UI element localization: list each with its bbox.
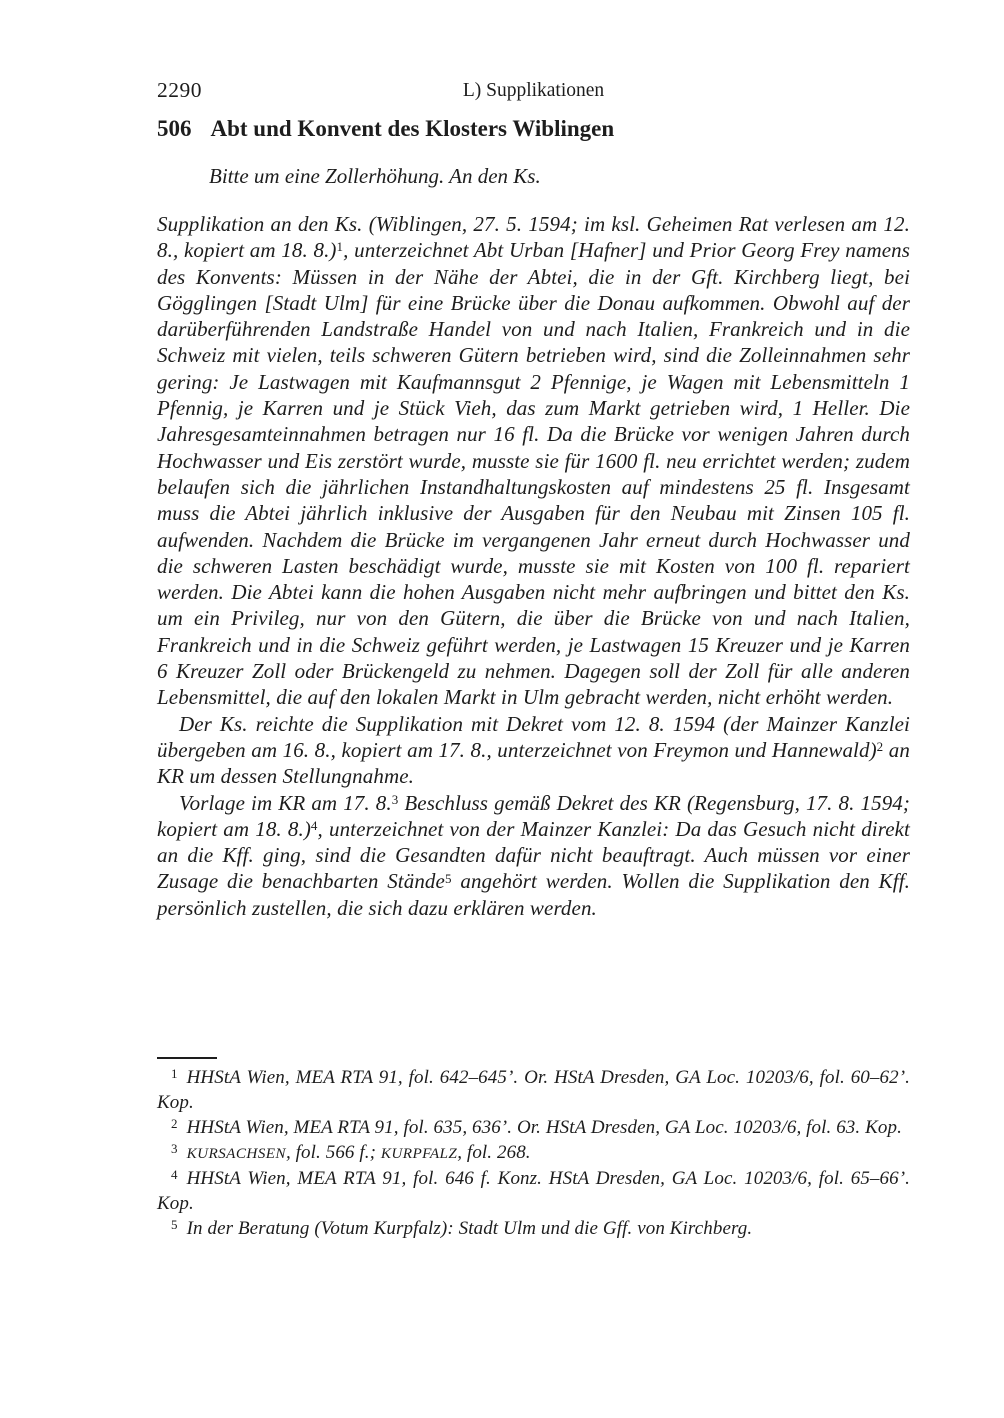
- footnote-list: [157, 1065, 910, 1241]
- entry-title: Abt und Konvent des Klosters Wiblingen: [210, 116, 615, 141]
- footnote-text: HHStA Wien, MEA RTA 91, fol. 646 f. Konz. HStA Dresden, GA Loc. 10203/6, fol. 65–66’. Kop.: [157, 1168, 910, 1214]
- footnote-ref: 1: [336, 239, 344, 255]
- footnotes-section: [157, 1057, 910, 1241]
- footnote: [157, 1140, 910, 1166]
- footnote: [157, 1065, 910, 1115]
- entry-subtitle: Bitte um eine Zollerhöhung. An den Ks.: [209, 164, 541, 188]
- running-header: [157, 78, 910, 106]
- footnote: [157, 1115, 910, 1140]
- page-number: 2290: [157, 78, 202, 102]
- footnote-text: KURSACHSEN, fol. 566 f.; KURPFALZ, fol. 268.: [186, 1142, 531, 1163]
- body-paragraph: Supplikation an den Ks. (Wiblingen, 27. 5. 1594; im ksl. Geheimen Rat verlesen am 12. 8., kopiert am 18. 8.)$^1$, unterzeichnet Abt Urban [Hafner] und Prior Georg Frey namens des Konvents: Müssen in der Nähe der Abtei, die in der Gft. Kirchberg liegt, bei Gögglingen [Stadt Ulm] für eine Brücke über die Donau aufkommen. Obwohl auf der darüberführenden Landstraße Handel von und nach Italien, Frankreich und in die Schweiz mit vielen, teils schweren Gütern betrieben wird, sind die Zolleinnahmen sehr gering: Je Lastwagen mit Kaufmannsgut 2 Pfennige, je Wagen mit Lebensmitteln 1 Pfennig, je Karren und je Stück Vieh, das zum Markt getrieben wird, 1 Heller. Die Jahresgesamteinnahmen betragen nur 16 fl. Da die Brücke vor wenigen Jahren durch Hochwasser und Eis zerstört wurde, musste sie für 1600 fl. neu errichtet werden; zudem belaufen sich die jährlichen Instandhaltungskosten auf mindestens 25 fl. Insgesamt muss die Abtei jährlich inklusive der Ausgaben für den Neubau mit Zinsen 105 fl. aufwenden. Nachdem die Brücke im vergangenen Jahr erneut durch Hochwasser und die schweren Lasten beschädigt wurde, musste sie mit Kosten von 100 fl. repariert werden. Die Abtei kann die hohen Ausgaben nicht mehr aufbringen und bittet den Ks. um ein Privileg, nur von den Gütern, die über die Brücke von und nach Italien, Frankreich und in die Schweiz geführt werden, je Lastwagen 15 Kreuzer und je Karren 6 Kreuzer Zoll oder Brückengeld zu nehmen. Dagegen soll der Zoll für alle anderen Lebensmittel, die auf den lokalen Markt in Ulm gebracht werden, nicht erhöht werden.: [157, 212, 910, 710]
- footnote: [157, 1166, 910, 1216]
- small-caps-text: KURPFALZ: [380, 1145, 458, 1162]
- footnote-text: In der Beratung (Votum Kurpfalz): Stadt Ulm und die Gff. von Kirchberg.: [186, 1218, 753, 1239]
- footnote-ref: 5: [444, 870, 452, 886]
- small-caps-text: KURSACHSEN: [186, 1145, 286, 1162]
- footnote-marker: 2: [171, 1116, 178, 1132]
- entry-heading: [157, 115, 910, 143]
- footnote-marker: 5: [171, 1217, 178, 1233]
- footnote-ref: 4: [310, 817, 318, 833]
- running-header-title: L) Supplikationen: [462, 80, 605, 101]
- body-text: [157, 211, 910, 921]
- body-paragraph: Der Ks. reichte die Supplikation mit Dekret vom 12. 8. 1594 (der Mainzer Kanzlei übergeben am 16. 8., kopiert am 17. 8., unterzeichnet von Freymon und Hannewald)$^2$ an KR um dessen Stellungnahme.: [157, 711, 910, 789]
- footnote-ref: 2: [876, 739, 884, 755]
- entry-number: 506: [157, 116, 192, 141]
- footnote-rule: [157, 1057, 217, 1059]
- footnote-marker: 3: [171, 1141, 178, 1157]
- footnote-text: HHStA Wien, MEA RTA 91, fol. 642–645’. Or. HStA Dresden, GA Loc. 10203/6, fol. 60–62’. Kop.: [157, 1067, 910, 1113]
- footnote: [157, 1216, 910, 1241]
- footnote-marker: 4: [171, 1167, 178, 1183]
- footnote-marker: 1: [171, 1066, 178, 1082]
- footnote-ref: 3: [391, 791, 399, 807]
- body-paragraph: Vorlage im KR am 17. 8.$^3$ Beschluss gemäß Dekret des KR (Regensburg, 17. 8. 1594; kopiert am 18. 8.)$^4$, unterzeichnet von der Mainzer Kanzlei: Da das Gesuch nicht direkt an die Kff. ging, sind die Gesandten dafür nicht beauftragt. Auch müssen vor einer Zusage die benachbarten Stände$^5$ angehört werden. Wollen die Supplikation den Kff. persönlich zustellen, die sich dazu erklären werden.: [157, 790, 910, 920]
- footnote-text: HHStA Wien, MEA RTA 91, fol. 635, 636’. Or. HStA Dresden, GA Loc. 10203/6, fol. 63. Kop.: [186, 1117, 902, 1138]
